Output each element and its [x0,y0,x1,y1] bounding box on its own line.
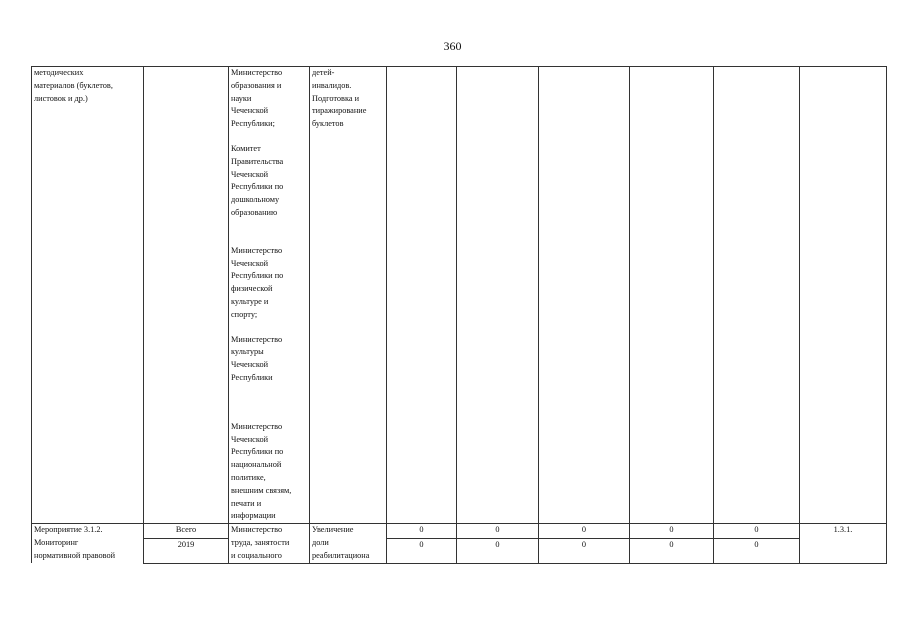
period-cell [144,67,229,524]
value-cell: 0 [387,524,457,539]
page-number: 360 [443,39,462,53]
measure-text: Мероприятие 3.1.2. Мониторинг нормативной правовой [34,525,116,560]
value-cell: 0 [630,524,714,539]
result-text: Увеличение доли реабилитациона [312,525,370,560]
executor-cell [229,524,310,563]
value-cell [387,67,457,524]
executor-ministry-sport: Министерство Чеченской Республики по физической культуре и спорту; [231,245,284,319]
value-cell: 0 [457,538,539,563]
value-cell [630,67,714,524]
program-measures-table [31,66,887,564]
value-cell [539,67,630,524]
table-row [32,67,887,524]
executor-cell [229,67,310,524]
result-cell [310,524,387,563]
value-cell: 0 [714,524,800,539]
period-total-cell: Всего [144,524,229,539]
table-row [32,524,887,539]
period-year-cell: 2019 [144,538,229,563]
measure-cell [32,67,144,524]
value-cell [714,67,800,524]
executor-text: Министерство труда, занятости и социального [231,525,290,560]
value-cell: 0 [539,524,630,539]
executor-ministry-national-policy: Министерство Чеченской Республики по национальной политике, внешним связям, печати и информации [231,421,292,521]
measure-text: методических материалов (буклетов, листовок и др.) [34,68,113,103]
result-cell [310,67,387,524]
measure-cell [32,524,144,563]
table-row [32,538,887,563]
indicator-cell: 1.3.1. [800,524,887,563]
indicator-cell [800,67,887,524]
executor-ministry-education: Министерство образования и науки Чеченской Республики; [231,68,283,129]
value-cell: 0 [539,538,630,563]
value-cell: 0 [457,524,539,539]
executor-ministry-culture: Министерство культуры Чеченской Республики [231,334,283,382]
value-cell: 0 [387,538,457,563]
value-cell [457,67,539,524]
value-cell: 0 [714,538,800,563]
value-cell: 0 [630,538,714,563]
result-text: детей- инвалидов. Подготовка и тиражирование буклетов [312,68,367,129]
executor-committee-preschool: Комитет Правительства Чеченской Республики по дошкольному образованию [231,143,284,217]
